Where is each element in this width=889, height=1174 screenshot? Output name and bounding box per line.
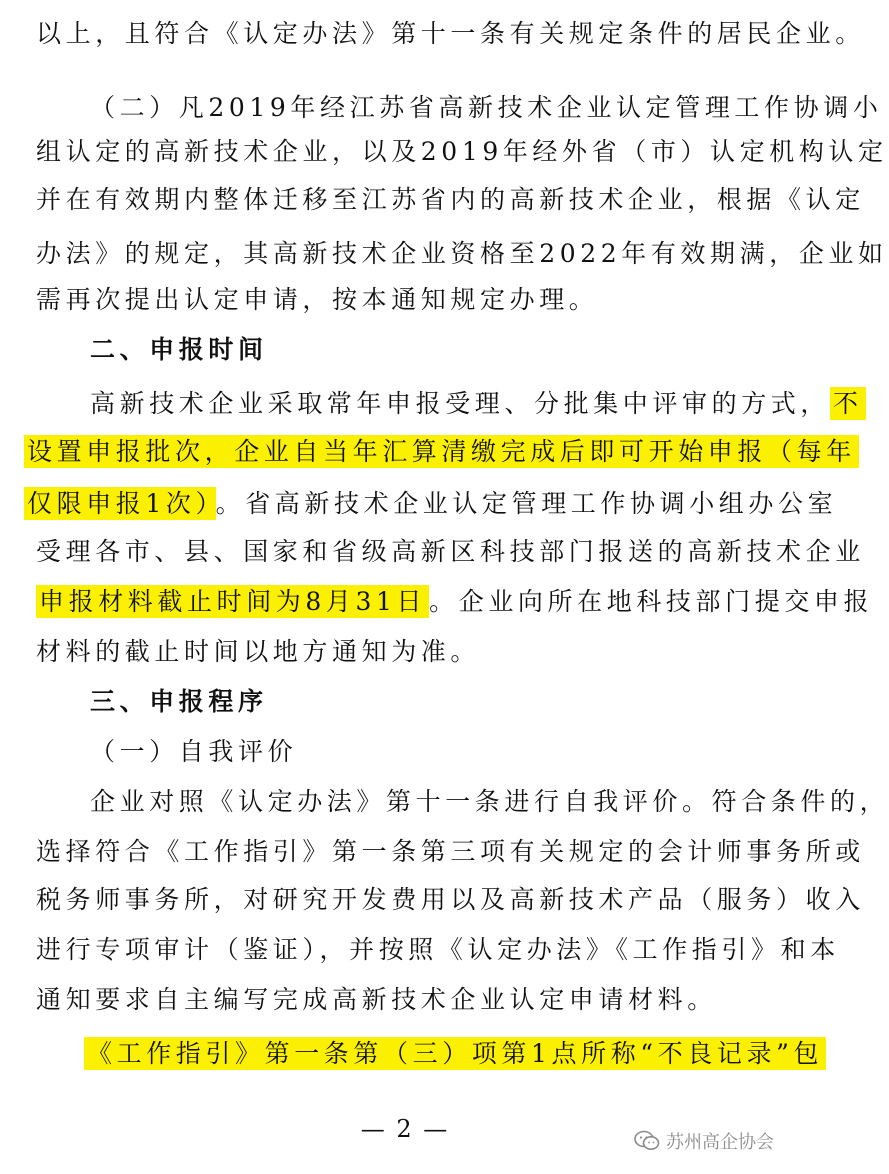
doc-line-3 (36, 132, 888, 172)
source-watermark (634, 1126, 774, 1156)
highlighted-text: 申报材料截止时间为8月31日 (36, 585, 429, 618)
highlighted-text: 《工作指引》第一条第（三）项第1点所称“不良记录”包 (84, 1037, 826, 1070)
doc-line-17 (36, 832, 865, 872)
doc-line-8 (90, 384, 866, 424)
doc-line-21 (84, 1034, 826, 1074)
section-heading-2 (90, 330, 268, 370)
doc-line-9 (24, 432, 859, 472)
subsection-heading-1 (90, 732, 297, 772)
heading-text: （一）自我评价 (90, 737, 298, 766)
page-number: — 2 — (360, 1115, 450, 1143)
heading-text: 二、申报时间 (90, 335, 268, 364)
line-text: 材料的截止时间以地方通知为准。 (36, 637, 481, 666)
line-text: 进行专项审计（鉴证），并按照《认定办法》《工作指引》和本 (36, 935, 840, 964)
line-text: 办法》的规定，其高新技术企业资格至2022年有效期满，企业如 (36, 239, 888, 268)
doc-line-4 (36, 180, 865, 220)
doc-line-11 (36, 532, 865, 572)
section-heading-3 (90, 682, 268, 722)
doc-line-10 (24, 484, 837, 524)
doc-line-12 (36, 582, 873, 622)
line-text: （二）凡2019年经江苏省高新技术企业认定管理工作协调小 (90, 93, 883, 122)
line-text: 选择符合《工作指引》第一条第三项有关规定的会计师事务所或 (36, 837, 865, 866)
highlighted-text: 不 (830, 387, 866, 420)
doc-line-5 (36, 234, 888, 274)
highlighted-text: 设置申报批次，企业自当年汇算清缴完成后即可开始申报（每年 (24, 435, 859, 468)
doc-line-20 (36, 980, 717, 1020)
line-text: 组认定的高新技术企业，以及2019年经外省（市）认定机构认定 (36, 137, 888, 166)
line-text: 通知要求自主编写完成高新技术企业认定申请材料。 (36, 985, 717, 1014)
heading-text: 三、申报程序 (90, 687, 268, 716)
line-text: 税务师事务所，对研究开发费用以及高新技术产品（服务）收入 (36, 885, 865, 914)
watermark-text: 苏州高企协会 (666, 1132, 774, 1153)
line-text: 。省高新技术企业认定管理工作协调小组办公室 (215, 489, 838, 518)
line-text: 企业对照《认定办法》第十一条进行自我评价。符合条件的， (90, 787, 889, 816)
line-text: 高新技术企业采取常年申报受理、分批集中评审的方式， (90, 389, 831, 418)
doc-line-1 (36, 14, 865, 54)
wechat-icon (634, 1130, 660, 1152)
line-text: 并在有效期内整体迁移至江苏省内的高新技术企业，根据《认定 (36, 185, 865, 214)
line-text: 以上，且符合《认定办法》第十一条有关规定条件的居民企业。 (36, 19, 865, 48)
doc-line-13 (36, 632, 480, 672)
doc-line-19 (36, 930, 840, 970)
doc-line-16 (90, 782, 889, 822)
doc-line-6 (36, 280, 598, 320)
line-text: 需再次提出认定申请，按本通知规定办理。 (36, 285, 599, 314)
doc-line-2 (90, 88, 882, 128)
doc-line-18 (36, 880, 865, 920)
line-text: 。企业向所在地科技部门提交申报 (429, 587, 874, 616)
line-text: 受理各市、县、国家和省级高新区科技部门报送的高新技术企业 (36, 537, 865, 566)
highlighted-text: 仅限申报1次） (24, 487, 216, 520)
